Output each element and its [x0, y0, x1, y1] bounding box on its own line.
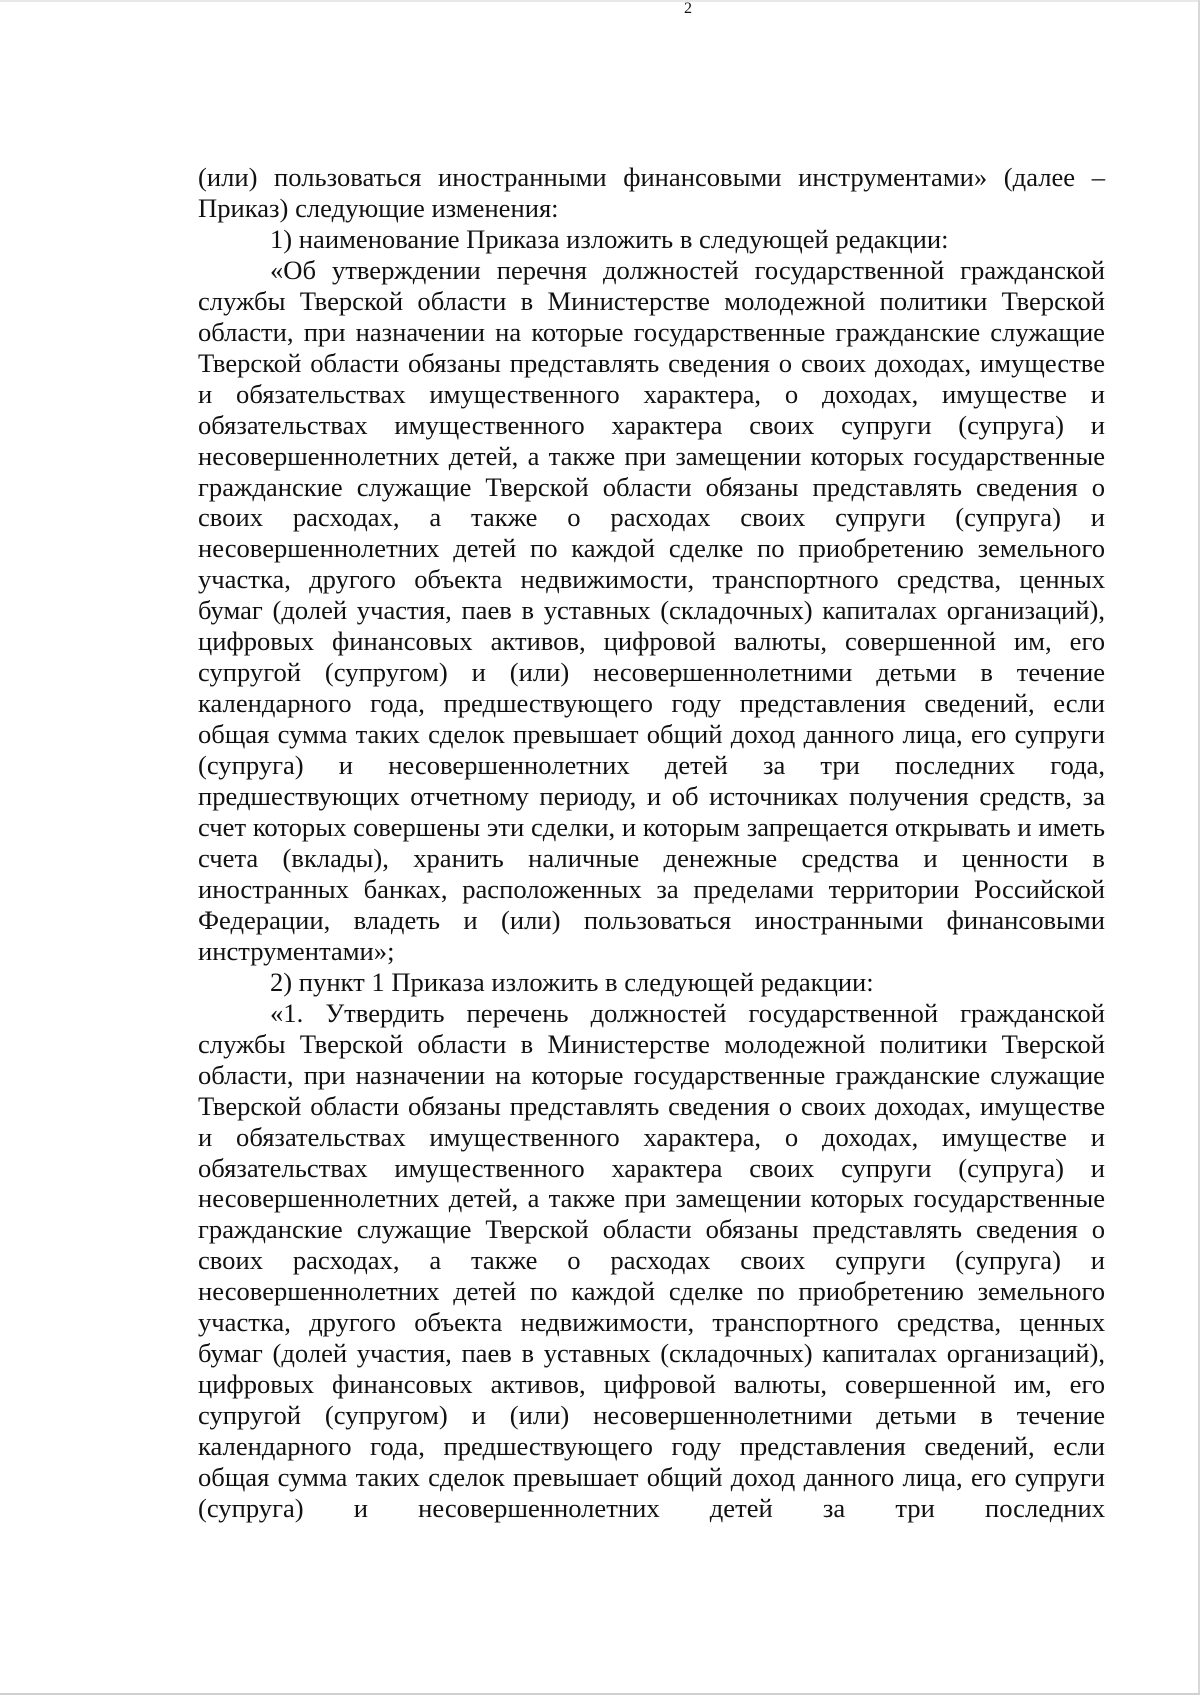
paragraph-intro-continuation: (или) пользоваться иностранными финансовыми инструментами» (далее – Приказ) следующие изменения: [198, 162, 1105, 223]
paragraph-item-1: 1) наименование Приказа изложить в следующей редакции: [270, 223, 949, 254]
paragraph-item-2: 2) пункт 1 Приказа изложить в следующей редакции: [270, 966, 874, 997]
page-number: 2 [684, 0, 692, 17]
page-top-edge [0, 0, 1200, 2]
paragraph-new-title-text: «Об утверждении перечня должностей государственной гражданской службы Тверской области в Министерстве молодежной политики Тверской области, при назначении на которые государственные гражданские служащие Тверской области обязаны представлять сведения о своих доходах, имуществе и обязательствах имущественного характера, о доходах, имуществе и обязательствах имущественного характера своих супруги (супруга) и несовершеннолетних детей, а также при замещении которых государственные гражданские служащие Тверской области обязаны представлять сведения о своих расходах, а также о расходах своих супруги (супруга) и несовершеннолетних детей по каждой сделке по приобретению земельного участка, другого объекта недвижимости, транспортного средства, ценных бумаг (долей участия, паев в уставных (складочных) капиталах организаций), цифровых финансовых активов, цифровой валюты, совершенной им, его супругой (супругом) и (или) несовершеннолетними детьми в течение календарного года, предшествующего году представления сведений, если общая сумма таких сделок превышает общий доход данного лица, его супруги (супруга) и несовершеннолетних детей за три последних года, предшествующих отчетному периоду, и об источниках получения средств, за счет которых совершены эти сделки, и которым запрещается открывать и иметь счета (вклады), хранить наличные денежные средства и ценности в иностранных банках, расположенных за пределами территории Российской Федерации, владеть и (или) пользоваться иностранными финансовыми инструментами»; [198, 254, 1105, 966]
paragraph-new-point-1-text: «1. Утвердить перечень должностей государственной гражданской службы Тверской области в Министерстве молодежной политики Тверской области, при назначении на которые государственные гражданские служащие Тверской области обязаны представлять сведения о своих доходах, имуществе и обязательствах имущественного характера, о доходах, имуществе и обязательствах имущественного характера своих супруги (супруга) и несовершеннолетних детей, а также при замещении которых государственные гражданские служащие Тверской области обязаны представлять сведения о своих расходах, а также о расходах своих супруги (супруга) и несовершеннолетних детей по каждой сделке по приобретению земельного участка, другого объекта недвижимости, транспортного средства, ценных бумаг (долей участия, паев в уставных (складочных) капиталах организаций), цифровых финансовых активов, цифровой валюты, совершенной им, его супругой (супругом) и (или) несовершеннолетними детьми в течение календарного года, предшествующего году представления сведений, если общая сумма таких сделок превышает общий доход данного лица, его супруги (супруга) и несовершеннолетних детей за три последних [198, 997, 1105, 1523]
document-body [198, 162, 1105, 1524]
